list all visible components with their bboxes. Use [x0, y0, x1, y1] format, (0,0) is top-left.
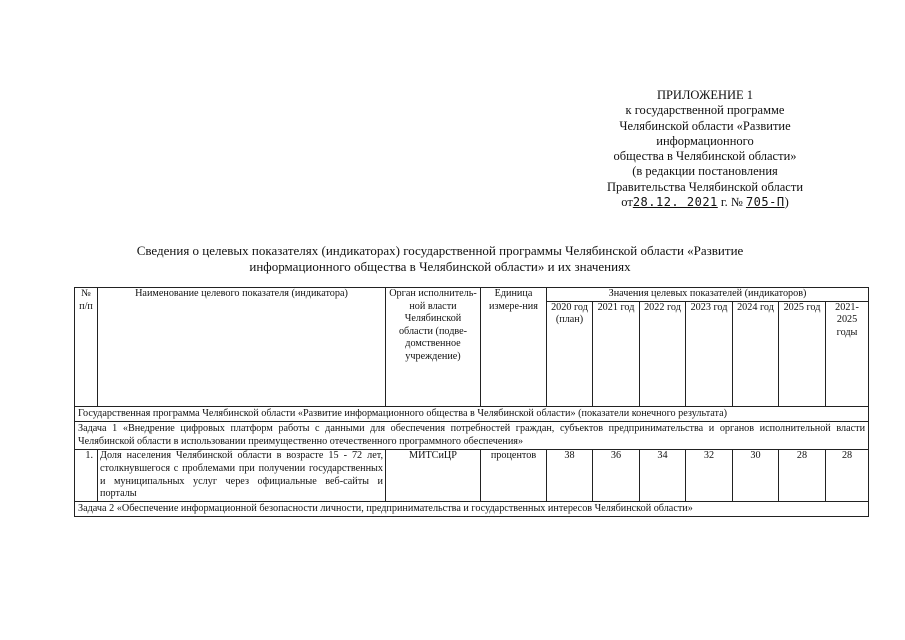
header-unit: Единица измере-ния — [481, 288, 547, 407]
appendix-line: информационного — [656, 133, 754, 148]
header-year: 2022 год — [640, 301, 686, 406]
document-title — [60, 243, 820, 275]
task-row — [75, 422, 869, 450]
header-year: 2021-2025 годы — [826, 301, 869, 406]
program-row — [75, 406, 869, 422]
appendix-line: Челябинской области «Развитие — [619, 118, 791, 133]
appendix-title: ПРИЛОЖЕНИЕ 1 — [656, 88, 754, 102]
header-values-group: Значения целевых показателей (индикаторов) — [547, 288, 869, 302]
program-name: Государственная программа Челябинской области «Развитие информационного общества в Челябинской области» (показатели конечного результата) — [75, 406, 869, 422]
row-value: 28 — [779, 450, 826, 501]
appendix-line: к государственной программе — [625, 103, 785, 118]
row-organ: МИТСиЦР — [386, 450, 481, 501]
task-2: Задача 2 «Обеспечение информационной безопасности личности, предпринимательства и государственных интересов Челябинской области» — [75, 501, 869, 517]
title-line-1: Сведения о целевых показателях (индикаторах) государственной программы Челябинской области «Развитие — [136, 243, 744, 258]
row-value: 32 — [686, 450, 733, 501]
row-indicator-name: Доля населения Челябинской области в возрасте 15 - 72 лет, столкнувшегося с проблемами при получении государственных и муниципальных услуг через официальные веб-сайты и порталы — [98, 450, 386, 501]
header-num: № п/п — [75, 288, 98, 407]
appendix-line: Правительства Челябинской области — [606, 179, 804, 194]
header-row-1 — [75, 288, 869, 302]
row-value: 38 — [547, 450, 593, 501]
row-value: 36 — [593, 450, 640, 501]
row-value: 28 — [826, 450, 869, 501]
handwritten-date: 28.12. 2021 — [632, 195, 718, 210]
header-organ: Орган исполнитель-ной власти Челябинской области (подве-домственное учреждение) — [386, 288, 481, 407]
appendix-line: общества в Челябинской области» — [613, 149, 797, 164]
date-prefix: от — [621, 195, 633, 210]
appendix-date-line — [560, 195, 850, 210]
title-line-2: информационного общества в Челябинской области» и их значениях — [249, 259, 631, 274]
row-unit: процентов — [481, 450, 547, 501]
table-row — [75, 450, 869, 501]
task-1: Задача 1 «Внедрение цифровых платформ работы с данными для обеспечения потребностей граждан, субъектов предпринимательства и органов исполнительной власти Челябинской области в использовании преимущественно отечественного программного обеспечения» — [75, 422, 869, 450]
header-year: 2020 год (план) — [547, 301, 593, 406]
handwritten-number: 705-П — [745, 195, 785, 210]
row-value: 34 — [640, 450, 686, 501]
indicators-table — [74, 287, 869, 517]
row-value: 30 — [733, 450, 779, 501]
appendix-header — [560, 88, 850, 210]
date-suffix: г. № — [720, 195, 743, 210]
appendix-line: (в редакции постановления — [632, 164, 778, 179]
closing-paren: ) — [784, 195, 789, 210]
header-year: 2021 год — [593, 301, 640, 406]
header-year: 2025 год — [779, 301, 826, 406]
header-year: 2024 год — [733, 301, 779, 406]
task-row — [75, 501, 869, 517]
row-num: 1. — [75, 450, 98, 501]
header-year: 2023 год — [686, 301, 733, 406]
header-name: Наименование целевого показателя (индикатора) — [98, 288, 386, 407]
